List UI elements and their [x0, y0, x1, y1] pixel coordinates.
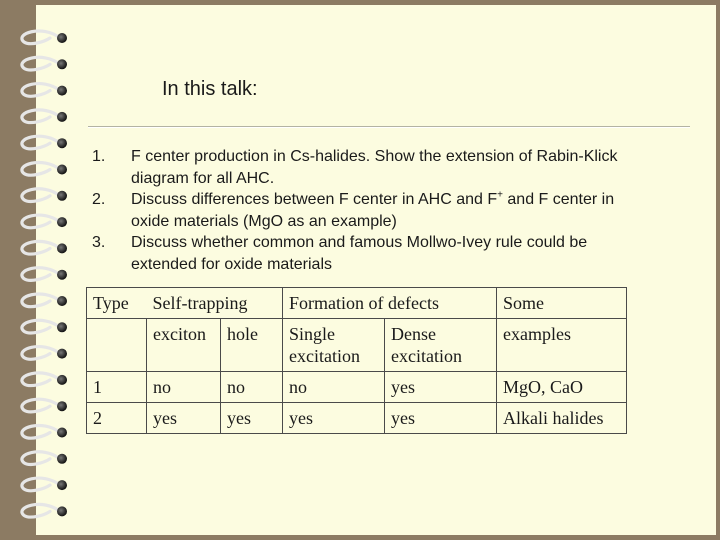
- table-subheader-row: [87, 319, 627, 372]
- table-cell: 2: [87, 403, 147, 434]
- list-number: 2.: [92, 191, 106, 208]
- subheader-hole: hole: [221, 319, 283, 372]
- binding-ring: [22, 452, 60, 465]
- binding-hole: [57, 191, 67, 201]
- binding-ring: [22, 504, 60, 517]
- talk-outline-list: [92, 146, 692, 275]
- binding-ring: [22, 268, 60, 281]
- binding-hole: [57, 506, 67, 516]
- list-item: [92, 232, 692, 275]
- table-header-row: [87, 288, 627, 319]
- table-cell: no: [221, 372, 283, 403]
- binding-ring: [22, 215, 60, 228]
- binding-hole: [57, 59, 67, 69]
- table-cell: [87, 319, 147, 372]
- header-formation-of-defects: Formation of defects: [283, 288, 497, 319]
- binding-hole: [57, 217, 67, 227]
- list-text: [131, 189, 651, 232]
- list-text: Discuss whether common and famous Mollwo-Ivey rule could be extended for oxide materials: [131, 234, 588, 273]
- subheader-single-excitation: Single excitation: [283, 319, 385, 372]
- binding-ring: [22, 31, 60, 44]
- table-cell: no: [147, 372, 221, 403]
- list-text: F center production in Cs-halides. Show the extension of Rabin-Klick diagram for all AHC.: [131, 148, 618, 187]
- superscript-plus: +: [497, 189, 503, 201]
- list-item: [92, 189, 692, 232]
- binding-ring: [22, 110, 60, 123]
- table-cell: yes: [385, 403, 497, 434]
- binding-hole: [57, 112, 67, 122]
- binding-ring: [22, 425, 60, 438]
- binding-ring: [22, 347, 60, 360]
- subheader-dense-excitation: Dense excitation: [385, 319, 497, 372]
- header-some: Some: [497, 288, 627, 319]
- subheader-examples: examples: [497, 319, 627, 372]
- table-cell: MgO, CaO: [497, 372, 627, 403]
- table-row: [87, 403, 627, 434]
- binding-hole: [57, 454, 67, 464]
- binding-hole: [57, 138, 67, 148]
- binding-ring: [22, 373, 60, 386]
- binding-ring: [22, 84, 60, 97]
- subheader-exciton: exciton: [147, 319, 221, 372]
- title-divider: [88, 126, 690, 128]
- table-cell: yes: [385, 372, 497, 403]
- binding-hole: [57, 86, 67, 96]
- binding-hole: [57, 165, 67, 175]
- list-item: [92, 146, 692, 189]
- spiral-binding-rings: [0, 0, 80, 540]
- table-cell: no: [283, 372, 385, 403]
- binding-ring: [22, 320, 60, 333]
- binding-hole: [57, 375, 67, 385]
- table-cell: 1: [87, 372, 147, 403]
- header-type: Type: [87, 288, 147, 319]
- table-cell: yes: [283, 403, 385, 434]
- binding-ring: [22, 162, 60, 175]
- binding-hole: [57, 33, 67, 43]
- binding-hole: [57, 296, 67, 306]
- binding-ring: [22, 399, 60, 412]
- table-cell: yes: [221, 403, 283, 434]
- list-number: 3.: [92, 234, 106, 251]
- binding-hole: [57, 401, 67, 411]
- header-self-trapping: Self-trapping: [147, 288, 283, 319]
- table-cell: Alkali halides: [497, 403, 627, 434]
- list-text-part: Discuss differences between F center in AHC and F: [131, 191, 498, 208]
- list-text-part: and F center in oxide materials (MgO as an example): [131, 191, 615, 230]
- binding-hole: [57, 428, 67, 438]
- binding-ring: [22, 294, 60, 307]
- binding-hole: [57, 349, 67, 359]
- binding-ring: [22, 478, 60, 491]
- binding-ring: [22, 189, 60, 202]
- comparison-table: [86, 287, 627, 434]
- table-row: [87, 372, 627, 403]
- binding-ring: [22, 136, 60, 149]
- slide-title: In this talk:: [162, 78, 258, 100]
- binding-ring: [22, 57, 60, 70]
- binding-hole: [57, 270, 67, 280]
- binding-hole: [57, 322, 67, 332]
- list-number: 1.: [92, 148, 106, 165]
- binding-hole: [57, 480, 67, 490]
- binding-ring: [22, 241, 60, 254]
- table-cell: yes: [147, 403, 221, 434]
- binding-hole: [57, 243, 67, 253]
